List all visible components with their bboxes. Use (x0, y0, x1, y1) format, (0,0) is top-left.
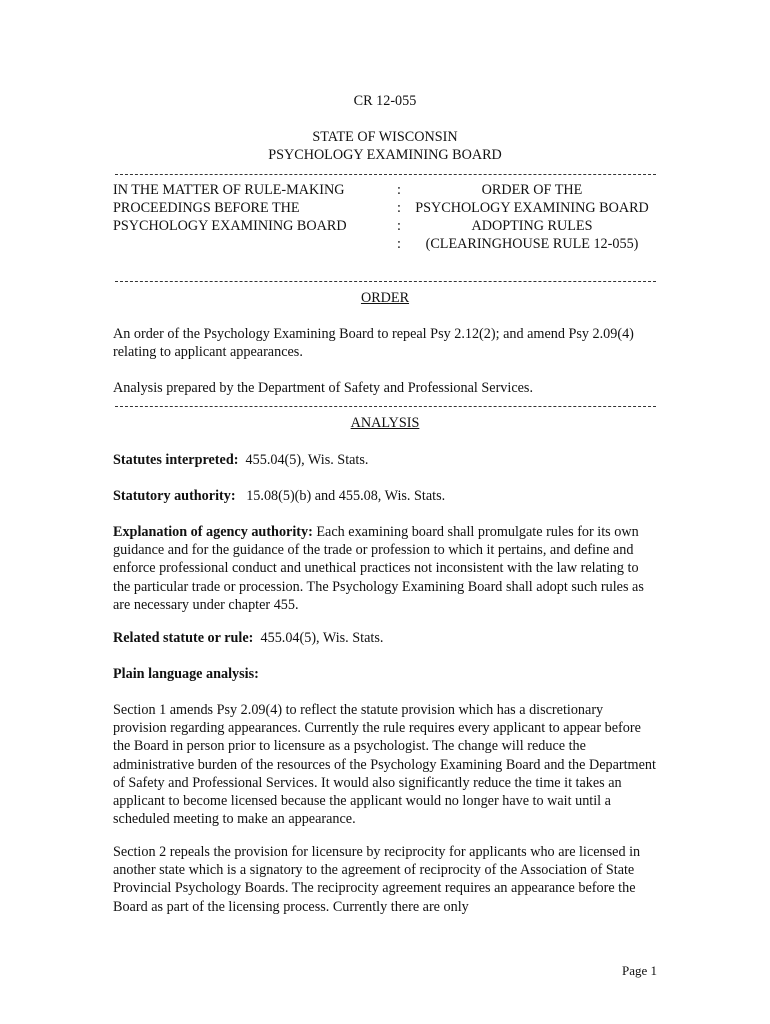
related-statute (113, 629, 659, 647)
authority-label: Statutory authority: (113, 488, 236, 504)
caption-right-line: (CLEARINGHOUSE RULE 12-055) (425, 236, 639, 252)
caption-colon: : (397, 182, 401, 198)
explanation-paragraph (113, 523, 659, 614)
analysis-prepared-by: Analysis prepared by the Department of Safety and Professional Services. (113, 380, 533, 396)
related-label: Related statute or rule: (113, 630, 254, 646)
statutes-value: 455.04(5), Wis. Stats. (245, 452, 369, 468)
statutory-authority (113, 487, 659, 505)
dashed-divider (115, 174, 656, 175)
analysis-heading: ANALYSIS (350, 415, 420, 431)
plain-language-heading: Plain language analysis: (113, 666, 259, 682)
dashed-divider (115, 406, 656, 407)
dashed-divider (115, 281, 656, 282)
state-title: STATE OF WISCONSIN (312, 129, 458, 145)
caption-right-line: ORDER OF THE (481, 182, 583, 198)
caption-right-line: ADOPTING RULES (471, 218, 593, 234)
caption-right-line: PSYCHOLOGY EXAMINING BOARD (415, 200, 649, 216)
section-1-paragraph: Section 1 amends Psy 2.09(4) to reflect the statute provision which has a discretionary provision regarding appearances. Currently the rule requires every applicant to appear before the Board in person prior to licensure as a psychologist. The change will reduce the administrative burden of the resources of the Psychology Examining Board and the Department of Safety and Professional Services. It would also significantly reduce the time it takes an applicant to become licensed because the applicant would no longer have to wait until a scheduled meeting to make an appearance. (113, 702, 656, 828)
caption-left-line: PROCEEDINGS BEFORE THE (113, 200, 300, 216)
explanation-text: Each examining board shall promulgate rules for its own guidance and for the guidance of the trade or profession to which it pertains, and define and enforce professional conduct and unethical practices not inconsistent with the law relating to the particular trade or procession. The Psychology Examining Board shall adopt such rules as are necessary under chapter 455. (113, 524, 644, 613)
caption-colon: : (397, 200, 401, 216)
caption-colon: : (397, 218, 401, 234)
explanation-label: Explanation of agency authority: (113, 524, 313, 540)
section-2-paragraph: Section 2 repeals the provision for licensure by reciprocity for applicants who are licensed in another state which is a signatory to the agreement of reciprocity of the Association of State Provincial Psychology Boards. The reciprocity agreement requires an appearance before the Board as part of the licensing process. Currently there are only (113, 844, 641, 915)
caption-colon: : (397, 236, 401, 252)
cr-number: CR 12-055 (353, 93, 417, 109)
caption-left-line: IN THE MATTER OF RULE-MAKING (113, 182, 345, 198)
order-text: An order of the Psychology Examining Board to repeal Psy 2.12(2); and amend Psy 2.09(4) relating to applicant appearances. (113, 326, 634, 361)
authority-value: 15.08(5)(b) and 455.08, Wis. Stats. (246, 488, 446, 504)
page-number: Page 1 (622, 963, 658, 978)
order-heading: ORDER (360, 290, 410, 306)
statutes-interpreted (113, 451, 659, 469)
caption-left-line: PSYCHOLOGY EXAMINING BOARD (113, 218, 347, 234)
statutes-label: Statutes interpreted: (113, 452, 239, 468)
related-value: 455.04(5), Wis. Stats. (260, 630, 384, 646)
board-title: PSYCHOLOGY EXAMINING BOARD (268, 147, 502, 163)
